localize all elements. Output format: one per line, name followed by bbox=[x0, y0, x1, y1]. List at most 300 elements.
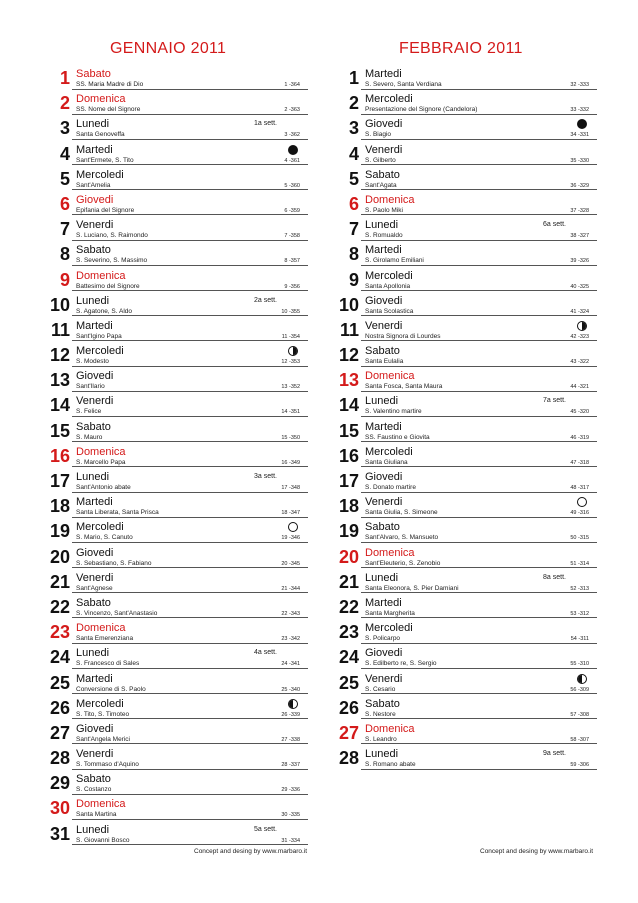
saint-name: S. Gilberto bbox=[365, 156, 396, 164]
week-number: 3a sett. bbox=[254, 473, 277, 480]
day-row bbox=[337, 470, 597, 495]
saint-name: S. Edilberto re, S. Sergio bbox=[365, 660, 437, 668]
day-number: 28 bbox=[49, 748, 70, 769]
day-row bbox=[48, 243, 308, 268]
day-name: Martedi bbox=[76, 496, 113, 509]
day-name: Venerdi bbox=[76, 571, 114, 584]
day-divider bbox=[361, 366, 597, 367]
day-number: 4 bbox=[348, 143, 359, 164]
day-name: Lunedi bbox=[365, 748, 399, 761]
saint-name: S. Tito, S. Timoteo bbox=[76, 710, 130, 718]
saint-name: Santa Fosca, Santa Maura bbox=[365, 383, 443, 391]
day-divider bbox=[72, 89, 308, 90]
day-count: 50 -315 bbox=[570, 535, 589, 542]
day-divider bbox=[72, 517, 308, 518]
day-row bbox=[48, 672, 308, 697]
day-name: Domenica bbox=[365, 193, 415, 206]
day-name: Giovedi bbox=[365, 471, 403, 483]
week-number: 6a sett. bbox=[543, 221, 566, 229]
day-divider bbox=[361, 114, 597, 115]
day-number: 21 bbox=[49, 571, 70, 592]
day-divider bbox=[72, 366, 308, 367]
day-number: 13 bbox=[49, 370, 70, 391]
day-row bbox=[337, 67, 597, 92]
day-count: 44 -321 bbox=[570, 384, 589, 391]
day-count: 30 -335 bbox=[281, 812, 300, 819]
day-divider bbox=[72, 592, 308, 593]
day-row bbox=[337, 747, 597, 772]
day-count: 54 -311 bbox=[570, 636, 589, 643]
day-divider bbox=[361, 290, 597, 291]
saint-name: Sant'Ermete, S. Tito bbox=[76, 156, 134, 164]
day-number: 3 bbox=[59, 118, 70, 139]
day-number: 25 bbox=[338, 672, 359, 693]
day-name: Giovedi bbox=[76, 193, 114, 206]
day-number: 22 bbox=[49, 596, 70, 617]
day-count: 28 -337 bbox=[281, 762, 300, 769]
day-row bbox=[337, 369, 597, 394]
day-count: 18 -347 bbox=[281, 510, 300, 517]
day-name: Venerdi bbox=[365, 143, 403, 156]
footer-credit-left: Concept and desing by www.marbaro.it bbox=[194, 848, 308, 855]
day-number: 20 bbox=[338, 546, 359, 567]
saint-name: S. Romualdo bbox=[365, 232, 403, 240]
day-number: 24 bbox=[49, 647, 70, 668]
day-name: Venerdi bbox=[365, 319, 403, 332]
day-name: Martedi bbox=[365, 68, 402, 80]
day-count: 16 -349 bbox=[281, 459, 300, 466]
saint-name: S. Costanzo bbox=[76, 786, 112, 794]
saint-name: Santa Margherita bbox=[365, 609, 415, 617]
day-name: Giovedi bbox=[365, 118, 403, 131]
day-divider bbox=[361, 617, 597, 618]
day-number: 9 bbox=[348, 269, 359, 290]
day-divider bbox=[361, 668, 597, 669]
saint-name: S. Agatone, S. Aldo bbox=[76, 307, 133, 315]
saint-name: S. Mario, S. Canuto bbox=[76, 534, 133, 542]
day-name: Mercoledi bbox=[76, 697, 124, 710]
day-count: 21 -344 bbox=[281, 585, 300, 592]
day-row bbox=[48, 344, 308, 369]
day-count: 35 -330 bbox=[570, 157, 589, 164]
day-row bbox=[48, 823, 308, 848]
saint-name: Battesimo del Signore bbox=[76, 282, 140, 290]
day-number: 5 bbox=[59, 168, 70, 189]
saint-name: SS. Faustino e Giovita bbox=[365, 433, 430, 441]
week-number: 9a sett. bbox=[543, 750, 566, 758]
day-number: 11 bbox=[50, 319, 70, 340]
day-row bbox=[337, 646, 597, 671]
day-row bbox=[48, 470, 308, 495]
day-count: 55 -310 bbox=[570, 661, 589, 668]
day-count: 39 -326 bbox=[570, 258, 589, 265]
day-row bbox=[48, 596, 308, 621]
day-count: 29 -336 bbox=[281, 787, 300, 794]
day-row bbox=[48, 546, 308, 571]
day-row bbox=[48, 747, 308, 772]
day-row bbox=[48, 722, 308, 747]
day-divider bbox=[72, 416, 308, 417]
day-number: 10 bbox=[49, 294, 70, 315]
day-row bbox=[48, 495, 308, 520]
day-divider bbox=[361, 139, 597, 140]
saint-name: Santa Scolastica bbox=[365, 307, 414, 315]
day-divider bbox=[72, 315, 308, 316]
day-name: Mercoledi bbox=[365, 93, 413, 106]
day-count: 1 -364 bbox=[284, 82, 300, 88]
day-divider bbox=[361, 718, 597, 719]
day-row bbox=[48, 168, 308, 193]
day-number: 27 bbox=[49, 722, 70, 743]
day-count: 13 -352 bbox=[281, 384, 300, 391]
saint-name: Santa Genoveffa bbox=[76, 131, 125, 139]
day-divider bbox=[72, 164, 308, 165]
day-name: Lunedi bbox=[76, 118, 110, 131]
day-count: 9 -356 bbox=[284, 283, 300, 290]
day-row bbox=[48, 369, 308, 394]
saint-name: Santa Eleonora, S. Pier Damiani bbox=[365, 584, 459, 592]
day-row bbox=[337, 294, 597, 319]
day-divider bbox=[72, 567, 308, 568]
day-count: 31 -334 bbox=[281, 837, 300, 844]
day-number: 12 bbox=[49, 345, 70, 366]
day-count: 6 -359 bbox=[284, 207, 300, 214]
day-divider bbox=[361, 189, 597, 190]
saint-name: Sant'Agata bbox=[365, 181, 397, 189]
day-number: 16 bbox=[49, 445, 70, 466]
day-row bbox=[48, 117, 308, 142]
day-divider bbox=[72, 340, 308, 341]
saint-name: Sant'Igino Papa bbox=[76, 332, 122, 340]
saint-name: Nostra Signora di Lourdes bbox=[365, 332, 441, 340]
day-name: Giovedi bbox=[76, 722, 114, 735]
day-count: 27 -338 bbox=[281, 736, 300, 743]
day-divider bbox=[72, 139, 308, 140]
week-number: 5a sett. bbox=[254, 825, 277, 833]
day-number: 7 bbox=[59, 219, 70, 240]
day-number: 14 bbox=[49, 395, 70, 416]
january-days bbox=[48, 67, 308, 848]
day-row bbox=[48, 621, 308, 646]
day-divider bbox=[361, 265, 597, 266]
day-number: 8 bbox=[348, 244, 359, 265]
day-count: 7 -358 bbox=[284, 233, 300, 240]
day-name: Mercoledi bbox=[365, 445, 413, 458]
day-number: 22 bbox=[338, 596, 359, 617]
day-name: Lunedi bbox=[365, 219, 399, 232]
day-count: 12 -353 bbox=[281, 359, 300, 366]
day-number: 11 bbox=[339, 319, 359, 340]
day-name: Giovedi bbox=[365, 647, 403, 660]
day-divider bbox=[72, 617, 308, 618]
month-title-february: FEBBRAIO 2011 bbox=[399, 40, 523, 57]
day-row bbox=[337, 319, 597, 344]
day-count: 46 -319 bbox=[570, 434, 589, 441]
day-number: 16 bbox=[338, 445, 359, 466]
saint-name: S. Romano abate bbox=[365, 761, 416, 769]
day-row bbox=[48, 571, 308, 596]
day-name: Lunedi bbox=[76, 647, 110, 660]
day-name: Martedi bbox=[365, 596, 402, 609]
day-row bbox=[48, 772, 308, 797]
saint-name: S. Modesto bbox=[76, 358, 109, 366]
day-number: 3 bbox=[348, 118, 359, 139]
day-divider bbox=[72, 743, 308, 744]
saint-name: S. Giovanni Bosco bbox=[76, 836, 130, 844]
day-name: Lunedi bbox=[76, 471, 110, 483]
day-count: 56 -309 bbox=[570, 686, 589, 693]
saint-name: SS. Nome del Signore bbox=[76, 106, 141, 114]
day-number: 18 bbox=[338, 496, 359, 517]
day-name: Lunedi bbox=[365, 571, 399, 584]
day-row bbox=[337, 697, 597, 722]
day-count: 22 -343 bbox=[281, 610, 300, 617]
day-count: 36 -329 bbox=[570, 182, 589, 189]
day-number: 14 bbox=[338, 395, 359, 416]
day-name: Domenica bbox=[76, 445, 126, 458]
day-divider bbox=[72, 668, 308, 669]
day-divider bbox=[72, 240, 308, 241]
day-count: 42 -323 bbox=[570, 333, 589, 340]
day-row bbox=[337, 92, 597, 117]
saint-name: Santa Giulia, S. Simeone bbox=[365, 509, 438, 517]
saint-name: Presentazione del Signore (Candelora) bbox=[365, 106, 478, 114]
day-divider bbox=[361, 416, 597, 417]
day-divider bbox=[72, 693, 308, 694]
day-number: 2 bbox=[348, 93, 359, 114]
saint-name: S. Severino, S. Massimo bbox=[76, 257, 148, 265]
day-number: 25 bbox=[49, 672, 70, 693]
day-name: Mercoledi bbox=[365, 622, 413, 635]
day-number: 13 bbox=[338, 370, 359, 391]
saint-name: Santa Eulalia bbox=[365, 358, 404, 366]
moon-new-icon bbox=[288, 145, 298, 155]
day-row bbox=[337, 722, 597, 747]
moon-full-icon bbox=[288, 522, 298, 532]
saint-name: Santa Emerenziana bbox=[76, 635, 134, 643]
day-name: Mercoledi bbox=[76, 521, 124, 534]
day-name: Venerdi bbox=[76, 219, 114, 232]
saint-name: Sant'Agnese bbox=[76, 584, 113, 592]
day-count: 5 -360 bbox=[284, 182, 300, 189]
saint-name: Santa Giuliana bbox=[365, 458, 408, 466]
day-divider bbox=[361, 391, 597, 392]
saint-name: Sant'Ilario bbox=[76, 383, 105, 391]
day-divider bbox=[361, 643, 597, 644]
day-row bbox=[337, 168, 597, 193]
saint-name: S. Policarpo bbox=[365, 635, 401, 643]
day-count: 52 -313 bbox=[570, 585, 589, 592]
footer-credit-right: Concept and desing by www.marbaro.it bbox=[480, 848, 594, 855]
day-count: 58 -307 bbox=[570, 736, 589, 743]
day-name: Sabato bbox=[76, 244, 111, 257]
day-count: 10 -355 bbox=[281, 308, 300, 315]
day-row bbox=[48, 67, 308, 92]
moon-last-icon bbox=[577, 674, 587, 684]
saint-name: SS. Maria Madre di Dio bbox=[76, 81, 144, 88]
moon-full-icon bbox=[577, 497, 587, 507]
week-number: 1a sett. bbox=[254, 120, 277, 128]
day-row bbox=[48, 520, 308, 545]
day-count: 33 -332 bbox=[570, 107, 589, 114]
saint-name: S. Francesco di Sales bbox=[76, 660, 140, 668]
day-row bbox=[48, 797, 308, 822]
moon-new-icon bbox=[577, 119, 587, 129]
day-name: Mercoledi bbox=[76, 345, 124, 358]
week-number: 7a sett. bbox=[543, 397, 566, 405]
month-title-january: GENNAIO 2011 bbox=[110, 40, 227, 57]
day-name: Giovedi bbox=[365, 294, 403, 307]
saint-name: S. Felice bbox=[76, 408, 102, 416]
day-divider bbox=[72, 542, 308, 543]
day-name: Sabato bbox=[76, 420, 111, 433]
saint-name: S. Severo, Santa Verdiana bbox=[365, 81, 442, 88]
day-name: Sabato bbox=[76, 68, 111, 80]
saint-name: S. Leandro bbox=[365, 735, 397, 743]
saint-name: Sant'Eleuterio, S. Zenobio bbox=[365, 559, 441, 567]
day-name: Venerdi bbox=[365, 672, 403, 685]
day-count: 8 -357 bbox=[284, 258, 300, 265]
day-count: 49 -316 bbox=[570, 510, 589, 517]
day-count: 11 -354 bbox=[281, 333, 300, 340]
week-number: 4a sett. bbox=[254, 649, 277, 657]
day-divider bbox=[72, 265, 308, 266]
day-name: Venerdi bbox=[76, 395, 114, 408]
day-number: 18 bbox=[49, 496, 70, 517]
day-count: 2 -363 bbox=[284, 107, 300, 114]
day-number: 27 bbox=[338, 722, 359, 743]
day-row bbox=[48, 319, 308, 344]
day-divider bbox=[72, 189, 308, 190]
day-row bbox=[337, 672, 597, 697]
moon-last-icon bbox=[288, 699, 298, 709]
moon-first-icon bbox=[288, 346, 298, 356]
day-divider bbox=[72, 718, 308, 719]
day-number: 1 bbox=[59, 68, 70, 88]
day-number: 19 bbox=[338, 521, 359, 542]
saint-name: Sant'Angela Merici bbox=[76, 735, 130, 743]
saint-name: S. Cesario bbox=[365, 685, 396, 693]
day-divider bbox=[361, 315, 597, 316]
day-name: Domenica bbox=[365, 370, 415, 383]
day-row bbox=[337, 495, 597, 520]
day-row bbox=[337, 117, 597, 142]
day-count: 20 -345 bbox=[281, 560, 300, 567]
day-divider bbox=[72, 819, 308, 820]
day-name: Lunedi bbox=[76, 294, 110, 307]
day-count: 25 -340 bbox=[281, 686, 300, 693]
day-name: Domenica bbox=[76, 269, 126, 282]
day-number: 1 bbox=[348, 68, 359, 88]
day-row bbox=[337, 445, 597, 470]
day-name: Sabato bbox=[365, 521, 400, 534]
day-row bbox=[337, 596, 597, 621]
day-divider bbox=[72, 290, 308, 291]
day-number: 26 bbox=[338, 697, 359, 718]
day-count: 14 -351 bbox=[281, 409, 300, 416]
day-row bbox=[48, 697, 308, 722]
day-row bbox=[337, 269, 597, 294]
day-divider bbox=[361, 214, 597, 215]
day-number: 15 bbox=[338, 420, 359, 441]
day-divider bbox=[72, 844, 308, 845]
day-count: 48 -317 bbox=[570, 485, 589, 491]
day-divider bbox=[361, 164, 597, 165]
day-row bbox=[337, 143, 597, 168]
day-count: 45 -320 bbox=[570, 409, 589, 416]
day-row bbox=[48, 420, 308, 445]
saint-name: S. Nestore bbox=[365, 710, 396, 718]
day-row bbox=[48, 92, 308, 117]
day-name: Domenica bbox=[365, 722, 415, 735]
day-number: 5 bbox=[348, 168, 359, 189]
saint-name: S. Donato martire bbox=[365, 484, 416, 491]
day-name: Martedi bbox=[76, 319, 113, 332]
day-count: 47 -318 bbox=[570, 459, 589, 466]
day-divider bbox=[72, 466, 308, 467]
day-name: Venerdi bbox=[76, 748, 114, 761]
day-count: 41 -324 bbox=[570, 308, 589, 315]
day-number: 24 bbox=[338, 647, 359, 668]
day-number: 15 bbox=[49, 420, 70, 441]
saint-name: S. Biagio bbox=[365, 131, 392, 139]
saint-name: S. Mauro bbox=[76, 433, 103, 441]
day-row bbox=[48, 143, 308, 168]
day-number: 31 bbox=[49, 823, 70, 844]
day-row bbox=[337, 218, 597, 243]
day-row bbox=[48, 445, 308, 470]
saint-name: S. Marcello Papa bbox=[76, 458, 126, 466]
day-name: Giovedi bbox=[76, 370, 114, 383]
day-number: 23 bbox=[338, 622, 359, 643]
day-count: 51 -314 bbox=[570, 560, 589, 567]
day-divider bbox=[72, 214, 308, 215]
day-divider bbox=[361, 517, 597, 518]
day-count: 17 -348 bbox=[281, 485, 300, 491]
day-divider bbox=[361, 693, 597, 694]
saint-name: S. Luciano, S. Raimondo bbox=[76, 232, 148, 240]
day-number: 23 bbox=[49, 622, 70, 643]
day-number: 8 bbox=[59, 244, 70, 265]
day-row bbox=[48, 394, 308, 419]
day-number: 9 bbox=[59, 269, 70, 290]
day-divider bbox=[361, 441, 597, 442]
day-name: Domenica bbox=[76, 93, 126, 106]
day-name: Martedi bbox=[365, 420, 402, 433]
day-name: Domenica bbox=[76, 622, 126, 635]
day-divider bbox=[72, 441, 308, 442]
day-row bbox=[337, 546, 597, 571]
saint-name: Santa Liberata, Santa Prisca bbox=[76, 509, 159, 517]
saint-name: Epifania del Signore bbox=[76, 206, 135, 214]
saint-name: S. Tommaso d'Aquino bbox=[76, 761, 139, 769]
day-count: 15 -350 bbox=[281, 434, 300, 441]
day-number: 17 bbox=[49, 471, 70, 491]
day-name: Venerdi bbox=[365, 496, 403, 509]
day-row bbox=[48, 269, 308, 294]
week-number: 8a sett. bbox=[543, 573, 566, 581]
saint-name: S. Girolamo Emiliani bbox=[365, 257, 424, 265]
day-number: 12 bbox=[338, 345, 359, 366]
day-count: 23 -342 bbox=[281, 636, 300, 643]
day-divider bbox=[361, 567, 597, 568]
day-divider bbox=[361, 769, 597, 770]
day-count: 53 -312 bbox=[570, 610, 589, 617]
saint-name: Santa Apollonia bbox=[365, 282, 411, 290]
day-number: 19 bbox=[49, 521, 70, 542]
day-divider bbox=[361, 89, 597, 90]
day-number: 20 bbox=[49, 546, 70, 567]
